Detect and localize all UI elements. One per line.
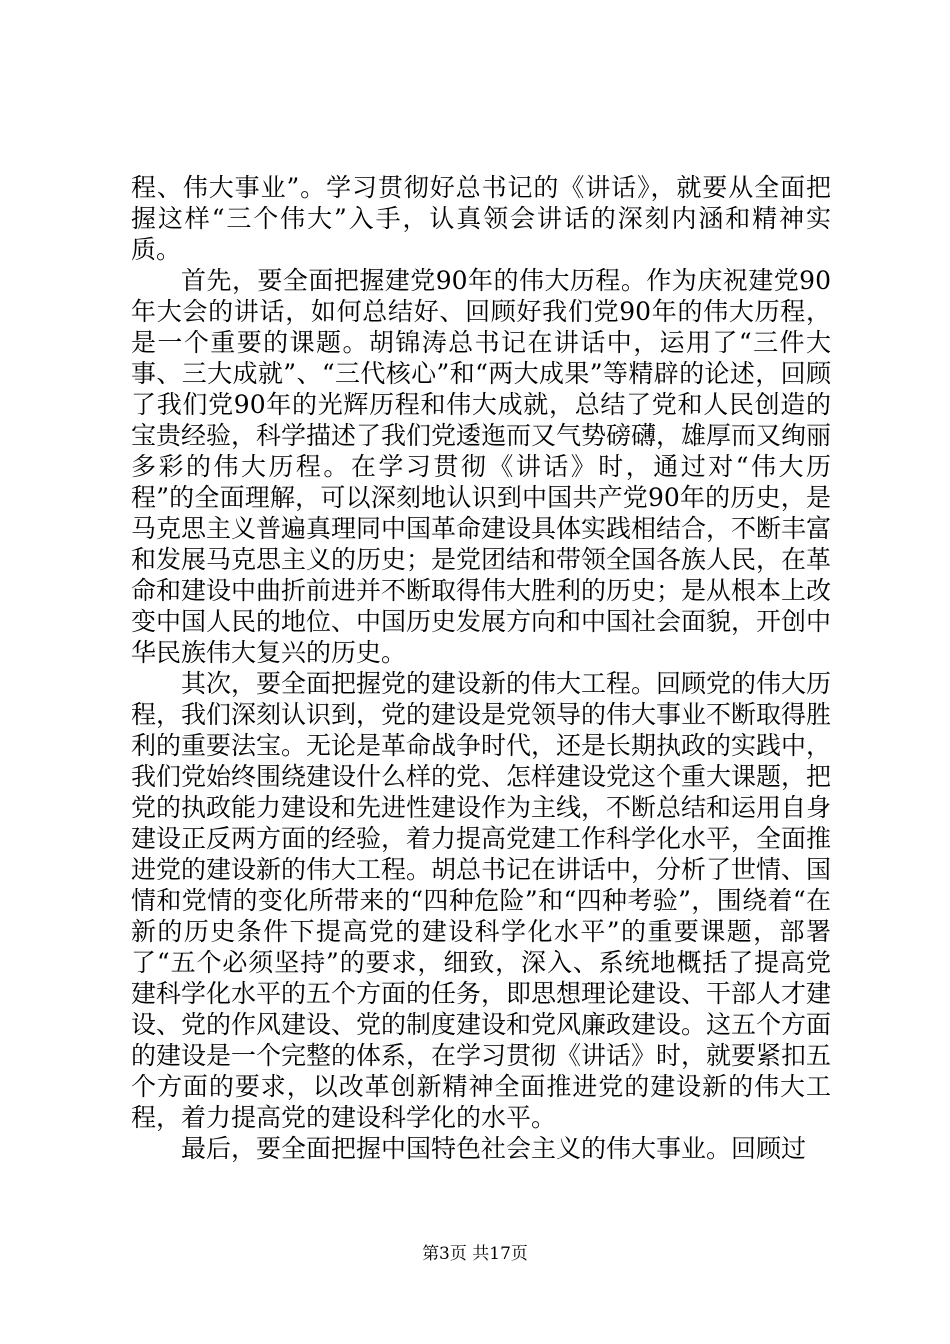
page-number-footer: 第3页 共17页	[422, 1244, 528, 1264]
paragraph-continuation: 程、伟大事业”。学习贯彻好总书记的《讲话》，就要从全面把握这样“三个伟大”入手，认真领会讲话的深刻内涵和精神实质。	[131, 173, 831, 264]
paragraph-party-building: 其次，要全面把握党的建设新的伟大工程。回顾党的伟大历程，我们深刻认识到，党的建设是党领导的伟大事业不断取得胜利的重要法宝。无论是革命战争时代，还是长期执政的实践中，我们党始终围绕建设什么样的党、怎样建设党这个重大课题，把党的执政能力建设和先进性建设作为主线，不断总结和运用自身建设正反两方面的经验，着力提高党建工作科学化水平，全面推进党的建设新的伟大工程。胡总书记在讲话中，分析了世情、国情和党情的变化所带来的“四种危险”和“四种考验”，围绕着“在新的历史条件下提高党的建设科学化水平”的重要课题，部署了“五个必须坚持”的要求，细致，深入、系统地概括了提高党建科学化水平的五个方面的任务，即思想理论建设、干部人才建设、党的作风建设、党的制度建设和党风廉政建设。这五个方面的建设是一个完整的体系，在学习贯彻《讲话》时，就要紧扣五个方面的要求，以改革创新精神全面推进党的建设新的伟大工程，着力提高党的建设科学化的水平。	[131, 669, 832, 1132]
paragraph-socialism: 最后，要全面把握中国特色社会主义的伟大事业。回顾过	[181, 1134, 807, 1163]
document-body	[131, 172, 831, 1164]
paragraph-history: 首先，要全面把握建党90年的伟大历程。作为庆祝建党90年大会的讲话，如何总结好、回顾好我们党90年的伟大历程，是一个重要的课题。胡锦涛总书记在讲话中，运用了“三件大事、三大成就”、“三代核心”和“两大成果”等精辟的论述，回顾了我们党90年的光辉历程和伟大成就，总结了党和人民创造的宝贵经验，科学描述了我们党逶迤而又气势磅礴，雄厚而又绚丽多彩的伟大历程。在学习贯彻《讲话》时，通过对“伟大历程”的全面理解，可以深刻地认识到中国共产党90年的历史，是马克思主义普遍真理同中国革命建设具体实践相结合，不断丰富和发展马克思主义的历史；是党团结和带领全国各族人民，在革命和建设中曲折前进并不断取得伟大胜利的历史；是从根本上改变中国人民的地位、中国历史发展方向和中国社会面貌，开创中华民族伟大复兴的历史。	[131, 266, 832, 667]
